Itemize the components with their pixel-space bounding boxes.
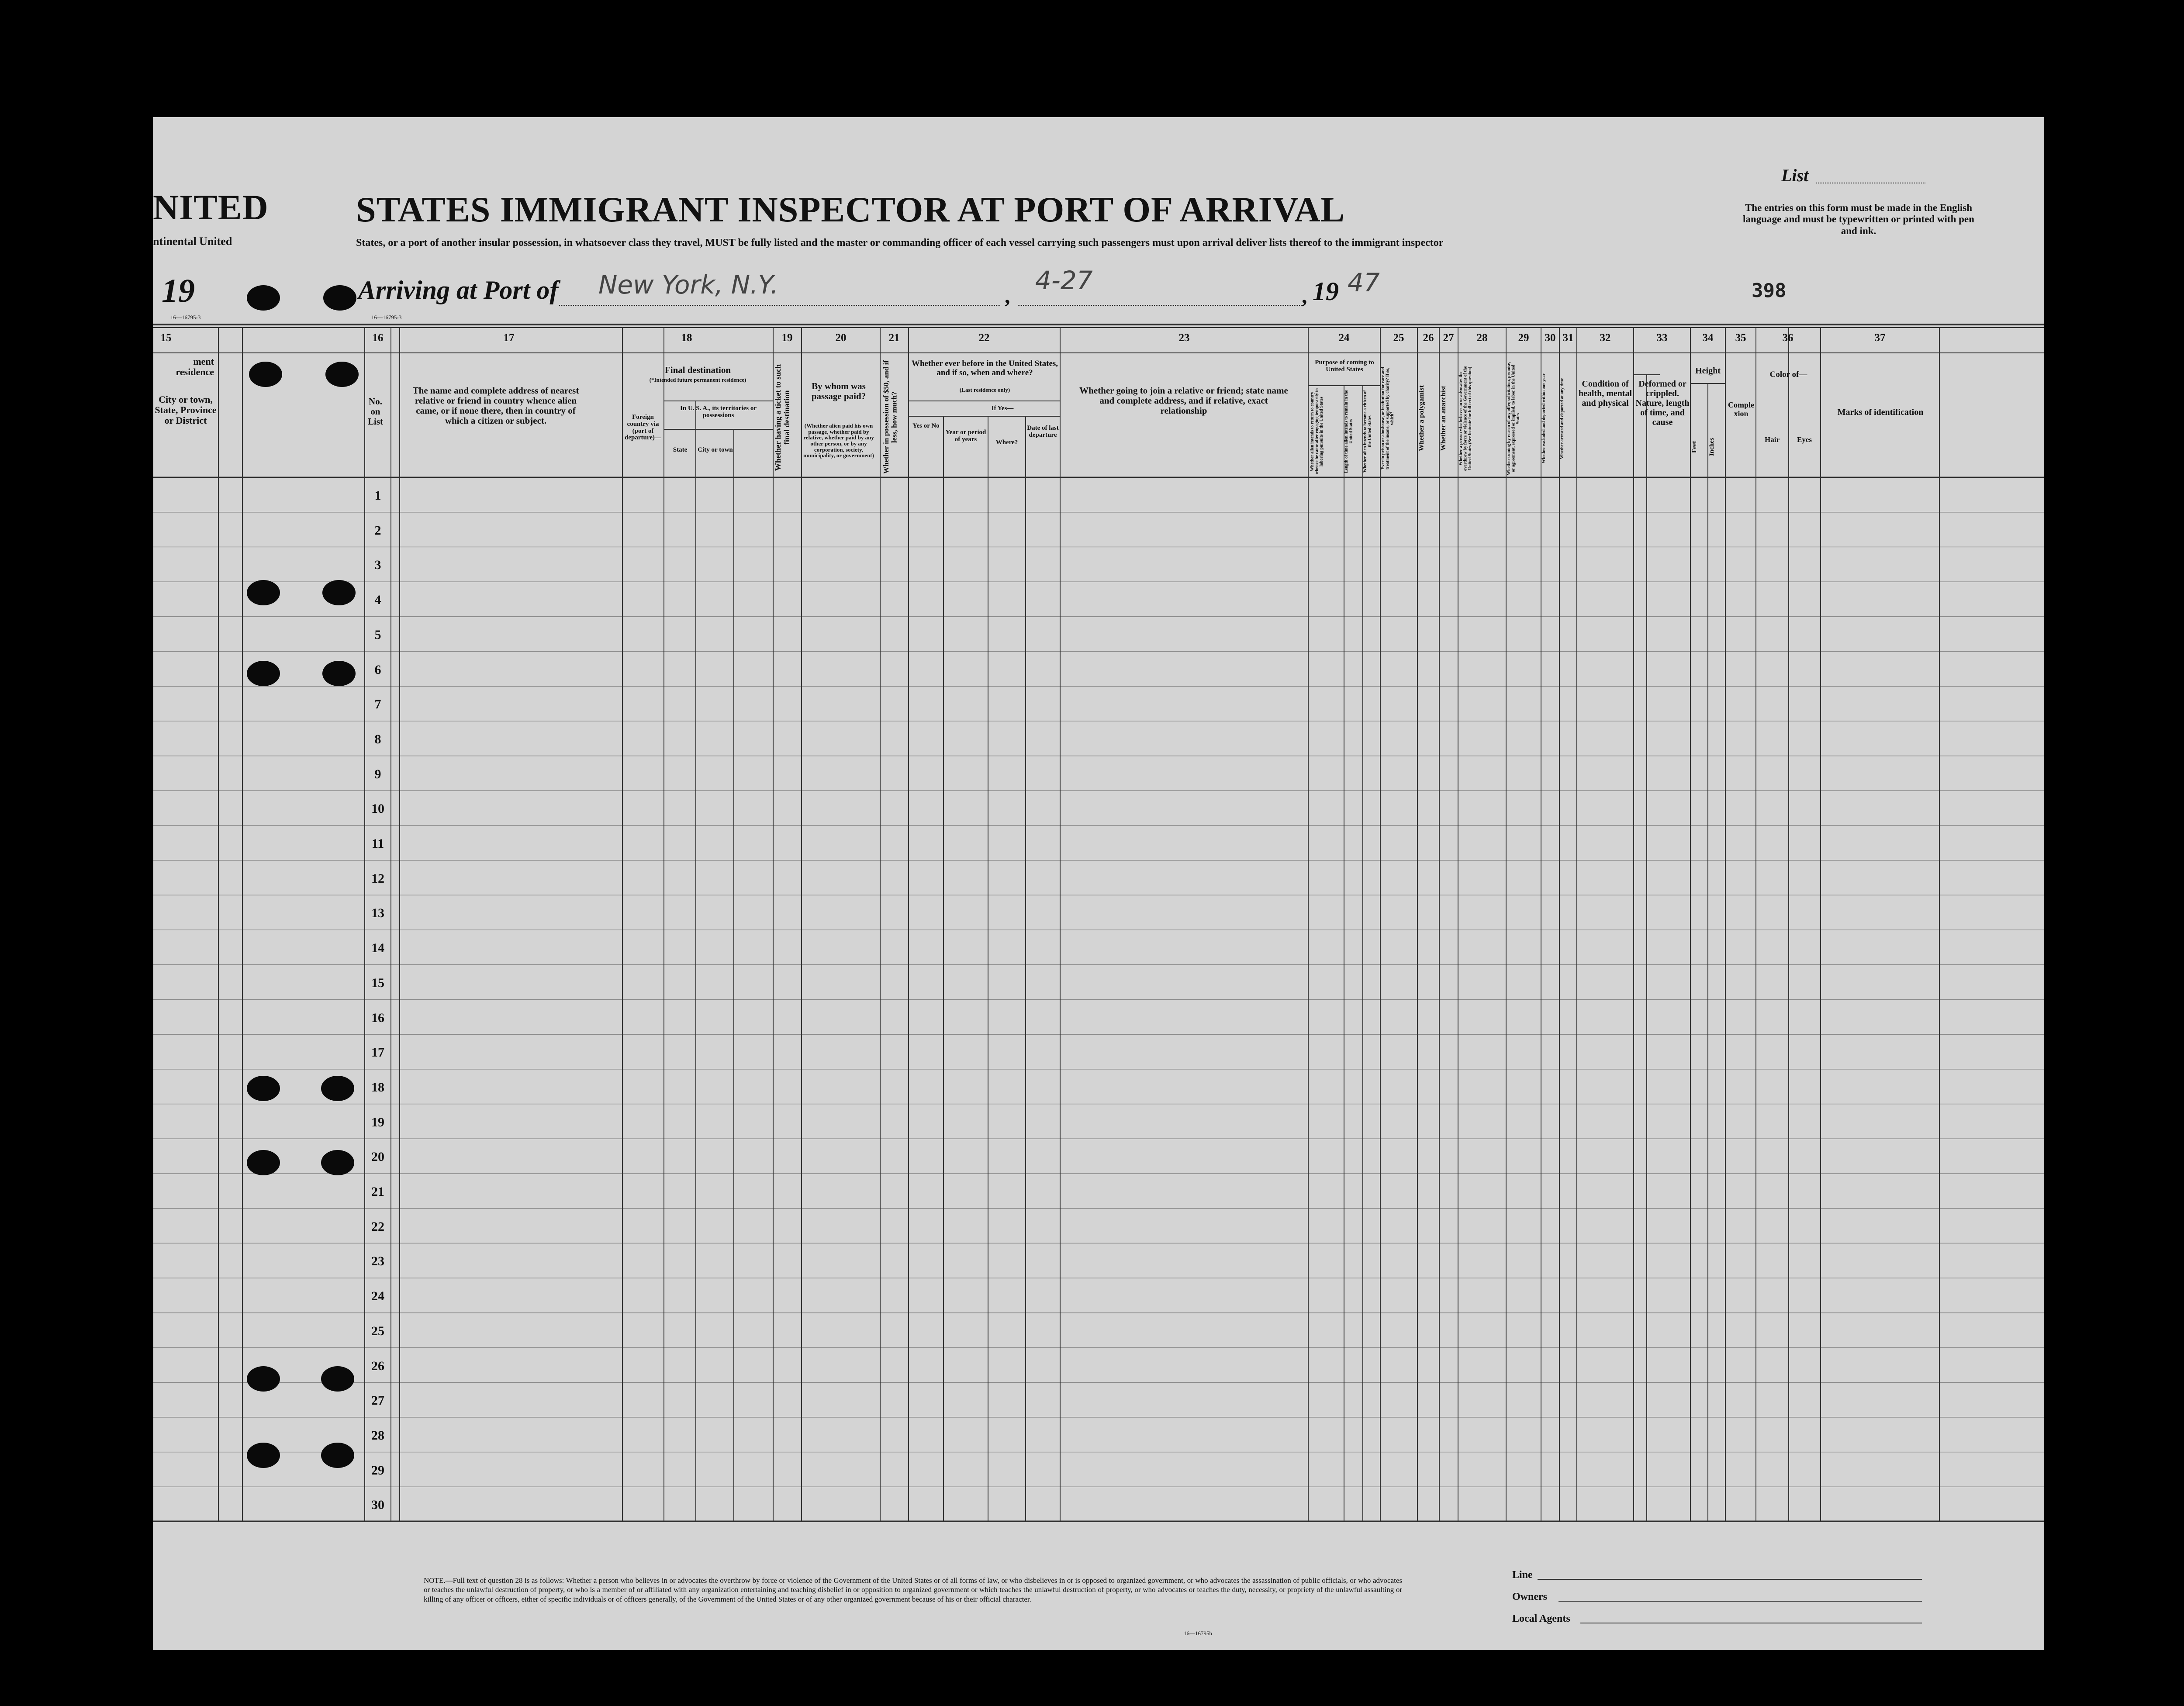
punch-hole xyxy=(247,1150,280,1175)
date-value: 4-27 xyxy=(1035,266,1093,295)
arriving-label: Arriving at Port of xyxy=(358,276,559,304)
col30-header: Whether excluded and deported within one year xyxy=(1541,373,1546,463)
col36-title: Color of— xyxy=(1769,370,1807,379)
column-number: 21 xyxy=(888,332,900,344)
col20-note: (Whether alien paid his own passage, whether paid by relative, whether paid by any other person, or by any corporation, society, municipality, or government) xyxy=(803,422,874,459)
row-number: 5 xyxy=(374,627,381,642)
column-number: 27 xyxy=(1443,332,1454,344)
column-number: 17 xyxy=(503,332,515,344)
column-number: 35 xyxy=(1735,332,1746,344)
row-number: 1 xyxy=(374,488,381,503)
row-number: 17 xyxy=(371,1045,384,1060)
punch-hole xyxy=(247,661,280,686)
row-number: 27 xyxy=(371,1393,384,1408)
row-number: 28 xyxy=(371,1428,384,1443)
col31-header: Whether arrested and deported at any time xyxy=(1560,378,1565,459)
col18-title: Final destination xyxy=(664,365,731,375)
col34-inches: Inches xyxy=(1708,438,1715,456)
col27-header: Whether an anarchist xyxy=(1440,386,1447,451)
year-prefix: 19 xyxy=(1313,277,1339,306)
column-number: 22 xyxy=(978,332,990,344)
table-grid xyxy=(153,117,2044,1650)
row-number: 24 xyxy=(371,1289,384,1304)
list-label: List xyxy=(1781,166,1809,185)
port-value: New York, N.Y. xyxy=(598,270,779,300)
punch-hole xyxy=(321,1076,354,1101)
col28-header: Whether a person who believes in or advocates the overthrow by force or violence of the Government of the United States (See footnote for full text of this question) xyxy=(1458,366,1472,471)
column-number: 19 xyxy=(781,332,793,344)
col18-note: (*Intended future permanent residence) xyxy=(649,376,746,383)
col23-header: Whether going to join a relative or friend; state name and complete address, and if relative, exact relationship xyxy=(1079,385,1288,416)
col20-title: By whom was passage paid? xyxy=(811,381,866,402)
column-number: 25 xyxy=(1393,332,1404,344)
local-agents-label: Local Agents xyxy=(1512,1613,1570,1624)
column-number: 33 xyxy=(1656,332,1668,344)
punch-hole xyxy=(247,1366,280,1392)
col24-c: Whether alien intends to become a citizen of the United States xyxy=(1363,390,1372,473)
subtitle: States, or a port of another insular possession, in whatsoever class they travel, MUST be fully listed and the master or commanding officer of each vessel carrying such passengers must upon arrival deliver lists thereof to the immigrant inspector xyxy=(356,237,1444,249)
col24-title: Purpose of coming to United States xyxy=(1315,359,1374,373)
row-number: 10 xyxy=(371,801,384,816)
punch-hole xyxy=(247,1076,280,1101)
left-fragment-subtitle: ntinental United xyxy=(153,235,232,248)
punch-hole xyxy=(247,1443,280,1468)
punch-hole xyxy=(321,1150,354,1175)
punch-hole xyxy=(247,580,280,605)
column-number: 15 xyxy=(160,332,172,344)
row-number: 25 xyxy=(371,1323,384,1338)
col22-ifyes: If Yes— xyxy=(991,405,1014,412)
column-number: 24 xyxy=(1338,332,1350,344)
row-number: 8 xyxy=(374,732,381,746)
left-fragment-year: 19 xyxy=(162,273,195,309)
line-field xyxy=(1538,1579,1922,1580)
row-number: 9 xyxy=(374,767,381,781)
row-number: 22 xyxy=(371,1219,384,1234)
column-number: 34 xyxy=(1702,332,1714,344)
col18-usa: In U. S. A., its territories or possessions xyxy=(680,405,757,419)
col15-header-sub: City or town, State, Province or District xyxy=(155,394,217,426)
col15-header-top: ment residence xyxy=(176,356,214,378)
col22-note: (Last residence only) xyxy=(959,387,1010,393)
col22-yesno: Yes or No xyxy=(912,422,940,429)
column-number: 30 xyxy=(1545,332,1556,344)
owners-label: Owners xyxy=(1512,1591,1547,1602)
col18-city: City or town xyxy=(698,446,733,453)
col25-header: Ever in prison or almshouse, or institution for care and treatment of the insane, or supported by charity? If so, which? xyxy=(1381,367,1395,470)
punch-hole xyxy=(323,285,356,311)
row-number: 21 xyxy=(371,1185,384,1199)
col24-a: Whether alien intends to return to country whence he came after engaging temporarily in laboring pursuits in the United States xyxy=(1310,388,1324,475)
column-number: 29 xyxy=(1518,332,1529,344)
comma: , xyxy=(1005,283,1010,308)
col18-state: State xyxy=(673,446,688,453)
punch-hole xyxy=(249,362,282,387)
row-number: 26 xyxy=(371,1358,384,1373)
col35-header: Complexion xyxy=(1728,401,1754,418)
form-code-mid: 16—16795-3 xyxy=(371,314,402,321)
main-title: STATES IMMIGRANT INSPECTOR AT PORT OF ARRIVAL xyxy=(356,190,1345,229)
punch-hole xyxy=(322,661,356,686)
line-label: Line xyxy=(1512,1569,1533,1581)
col26-header: Whether a polygamist xyxy=(1418,385,1425,452)
row-number: 19 xyxy=(371,1115,384,1129)
row-number: 4 xyxy=(374,593,381,608)
col33-header: Deformed or crippled. Nature, length of time, and cause xyxy=(1635,379,1690,427)
punch-hole xyxy=(325,362,359,387)
col19-header: Whether having a ticket to such final destination xyxy=(774,364,791,471)
col16-header: No. on List xyxy=(367,396,383,427)
row-number: 6 xyxy=(374,662,381,677)
column-number: 20 xyxy=(835,332,847,344)
row-number: 18 xyxy=(371,1080,384,1095)
column-number: 23 xyxy=(1178,332,1190,344)
column-number: 31 xyxy=(1562,332,1574,344)
column-number: 16 xyxy=(372,332,384,344)
row-number: 20 xyxy=(371,1150,384,1164)
col36-hair: Hair xyxy=(1765,435,1780,444)
form-code-left: 16—16795-3 xyxy=(170,314,201,321)
col36-eyes: Eyes xyxy=(1797,435,1812,444)
row-number: 30 xyxy=(371,1498,384,1513)
comma-2: , xyxy=(1302,283,1307,308)
entries-note: The entries on this form must be made in the English language and must be typewritten or printed with pen and ink. xyxy=(1743,202,1974,236)
row-number: 15 xyxy=(371,975,384,990)
row-number: 29 xyxy=(371,1463,384,1478)
col32-header: Condition of health, mental and physical xyxy=(1578,379,1632,408)
footer-note: NOTE.—Full text of question 28 is as follows: Whether a person who believes in or advocates the overthrow by force or violence of the Government of the United States or of all forms of law, or who disbelieves in or is opposed to organized government, or who advocates the assassination of public officials, or who advocates or teaches the unlawful destruction of property, or who is a member of or affiliated with any organization entertaining and teaching disbelief in or opposition to organized government or which teaches the unlawful destruction of property, or who advocates or teaches the duty, necessity, or propriety of the unlawful assaulting or killing of any officer or officers, either of specific individuals or of officers generally, of the Government of the United States or of any other organized government because of his or their official character. xyxy=(424,1576,1402,1603)
manifest-sheet xyxy=(153,117,2044,1650)
left-fragment-title: NITED xyxy=(153,187,269,227)
col22-where: Where? xyxy=(995,439,1018,446)
col34-feet: Feet xyxy=(1691,441,1698,453)
year-value: 47 xyxy=(1348,268,1380,297)
row-number: 23 xyxy=(371,1254,384,1269)
punch-hole xyxy=(321,1366,354,1392)
column-number: 32 xyxy=(1600,332,1611,344)
row-number: 2 xyxy=(374,523,381,538)
column-number: 28 xyxy=(1476,332,1488,344)
row-number: 16 xyxy=(371,1010,384,1025)
owners-field xyxy=(1559,1601,1922,1602)
column-number: 26 xyxy=(1423,332,1434,344)
row-number: 12 xyxy=(371,871,384,886)
column-number: 36 xyxy=(1782,332,1794,344)
row-number: 13 xyxy=(371,906,384,921)
row-number: 14 xyxy=(371,941,384,956)
col22-title: Whether ever before in the United States, and if so, when and where? xyxy=(911,359,1058,377)
col37-header: Marks of identification xyxy=(1837,408,1924,417)
footer-form-code: 16—16795b xyxy=(1184,1630,1212,1637)
row-number: 11 xyxy=(371,836,384,851)
punch-hole xyxy=(322,580,356,605)
col22-date: Date of last departure xyxy=(1027,425,1059,439)
punch-hole xyxy=(321,1443,354,1468)
punch-hole xyxy=(247,285,280,311)
col24-b: Length of time alien intends to remain in the United States xyxy=(1344,390,1354,473)
col22-year: Year or period of years xyxy=(945,429,986,443)
col34-title: Height xyxy=(1695,366,1721,376)
row-number: 3 xyxy=(374,558,381,573)
row-number: 7 xyxy=(374,697,381,712)
col29-header: Whether coming by reason of any offer, solicitation, promise, or agreement, expressed or implied, to labor in the United States xyxy=(1507,362,1521,475)
col18-foreign: Foreign country via (port of departure)— xyxy=(625,414,661,442)
column-number: 37 xyxy=(1874,332,1886,344)
column-number: 18 xyxy=(681,332,692,344)
col17-header: The name and complete address of nearest relative or friend in country whence alien came, or if none there, then in country of which a citizen or subject. xyxy=(412,385,579,426)
stamp-number: 398 xyxy=(1752,280,1787,302)
col21-header: Whether in possession of $50, and if less, how much? xyxy=(882,360,898,474)
